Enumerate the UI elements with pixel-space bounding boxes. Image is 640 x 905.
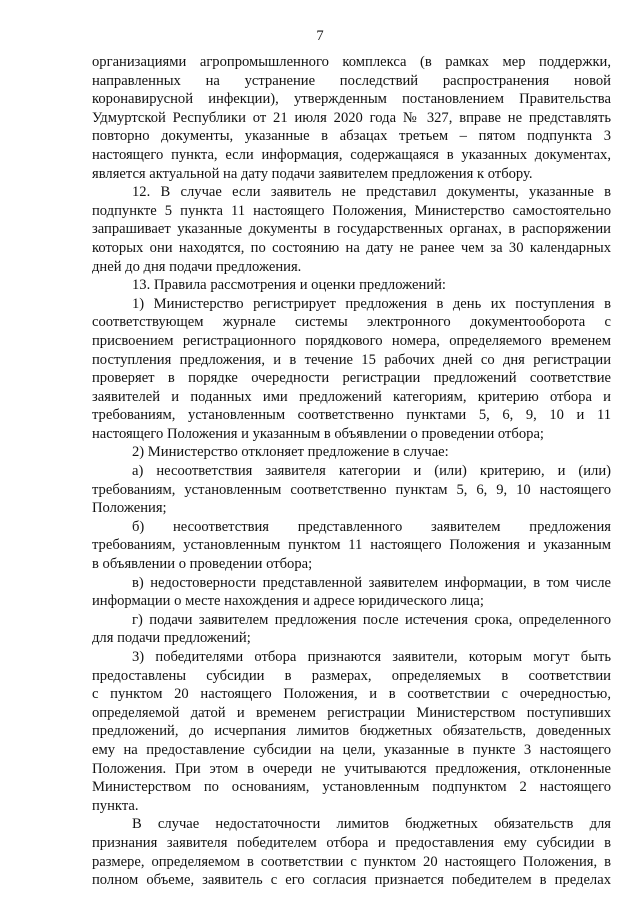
text-line: заявителей и поданных ими предложений категориям, критерию отбора и <box>92 388 611 405</box>
text-line: является актуальной на дату подачи заявителем предложения к отбору. <box>92 165 533 182</box>
text-line: которых они находятся, по состоянию на дату не ранее чем за 30 календарных <box>92 239 611 256</box>
text-line: а) несоответствия заявителя категории и (или) критерию, и (или) <box>132 463 611 480</box>
text-line: определяемой датой и временем регистрации Министерством поступивших <box>92 704 611 721</box>
text-line: предложений, до исчерпания лимитов бюджетных обязательств, доведенных <box>92 723 611 740</box>
text-line: 3) победителями отбора признаются заявители, которым могут быть <box>132 649 611 665</box>
text-line: пункта. <box>92 797 139 814</box>
text-line: признания заявителя победителем отбора и предоставления ему субсидии в <box>92 834 611 851</box>
text-line: в объявлении о проведении отбора; <box>92 556 313 573</box>
text-line: повторно документы, указанные в абзацах третьем – пятом подпункта 3 <box>92 128 611 145</box>
text-line: 2) Министерство отклоняет предложение в случае: <box>132 444 449 461</box>
text-line: Министерством по основаниям, установленным подпунктом 2 настоящего <box>92 779 611 796</box>
text-line: В случае недостаточности лимитов бюджетных обязательств для <box>132 816 611 833</box>
text-line: организациями агропромышленного комплекса (в рамках мер поддержки, <box>92 54 611 70</box>
text-line: запрашивает указанные документы в государственных органах, в распоряжении <box>92 221 611 238</box>
text-line: требованиям, установленным пунктом 11 настоящего Положения и указанным <box>92 537 611 554</box>
text-line: соответствующем журнале системы электронного документооборота с <box>92 314 611 331</box>
text-line: 1) Министерство регистрирует предложения в день их поступления в <box>132 295 611 312</box>
text-line: Положения; <box>92 500 167 517</box>
text-line: ему на предоставление субсидии на цели, указанные в пункте 3 настоящего <box>92 741 611 758</box>
text-line: настоящего Положения и указанным в объявлении о проведении отбора; <box>92 425 544 442</box>
text-line: полном объеме, заявитель с его согласия признается победителем в пределах <box>92 872 611 889</box>
text-line: для подачи предложений; <box>92 630 251 647</box>
text-line: предоставлены субсидии в размерах, определяемых в соответствии <box>92 667 611 684</box>
text-line: с пунктом 20 настоящего Положения, и в соответствии с очередностью, <box>92 686 611 703</box>
text-line: поступления предложения, и в течение 15 рабочих дней со дня регистрации <box>92 351 611 368</box>
document-body <box>92 53 611 890</box>
text-line: дней до дня подачи предложения. <box>92 258 302 275</box>
text-line: г) подачи заявителем предложения после истечения срока, определенного <box>132 611 611 628</box>
text-line: настоящего пункта, если информация, содержащаяся в указанных документах, <box>92 146 611 163</box>
text-line: Удмуртской Республики от 21 июля 2020 года № 327, вправе не представлять <box>92 109 611 126</box>
text-line: подпункте 5 пункта 11 настоящего Положения, Министерство самостоятельно <box>92 202 611 219</box>
page-number: 7 <box>316 28 324 44</box>
text-line: 13. Правила рассмотрения и оценки предложений: <box>132 277 446 294</box>
text-line: б) несоответствия представленного заявителем предложения <box>132 518 611 535</box>
text-line: размере, определяемом в соответствии с пунктом 20 настоящего Положения, в <box>92 853 611 870</box>
text-line: информации о месте нахождения и адресе юридического лица; <box>92 593 484 610</box>
text-line: Положения. При этом в очереди не учитываются предложения, отклоненные <box>92 760 611 777</box>
text-line: коронавирусной инфекции), утвержденным постановлением Правительства <box>92 91 611 108</box>
text-line: проверяет в порядке очередности регистрации предложений соответствие <box>92 370 611 387</box>
text-line: 12. В случае если заявитель не представил документы, указанные в <box>132 184 611 201</box>
text-line: в) недостоверности представленной заявителем информации, в том числе <box>132 574 611 591</box>
text-line: присвоением регистрационного порядкового номера, определяемого временем <box>92 332 611 349</box>
text-line: требованиям, установленным соответственно пунктами 5, 6, 9, 10 и 11 <box>92 407 611 424</box>
text-line: требованиям, установленным соответственно пунктам 5, 6, 9, 10 настоящего <box>92 481 611 498</box>
text-line: направленных на устранение последствий распространения новой <box>92 72 611 89</box>
